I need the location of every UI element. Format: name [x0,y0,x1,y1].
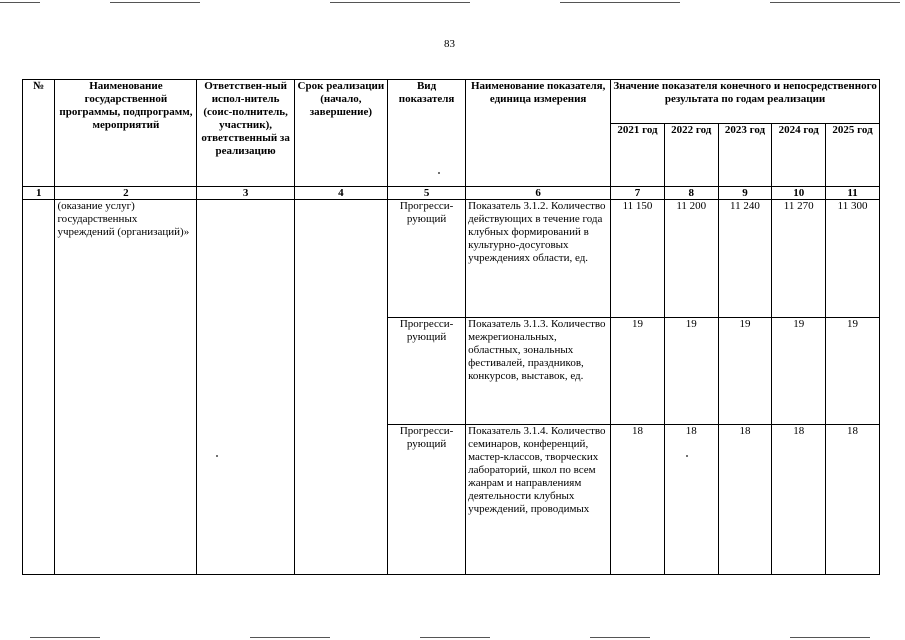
value-cell: 19 [611,318,665,425]
scan-edge-line [0,2,40,3]
header-row [23,80,880,124]
scan-edge-line [560,2,680,3]
header-year: 2024 год [772,124,826,187]
indicator-name-cell: Показатель 3.1.3. Количество межрегиональных, областных, зональных фестивалей, праздников, конкурсов, выставок, ед. [466,318,611,425]
column-number: 2 [55,187,197,200]
scan-edge-line [330,2,470,3]
header-values-group: Значение показателя конечного и непосредственного результата по годам реализации [611,80,880,124]
indicator-name-cell: Показатель 3.1.4. Количество семинаров, конференций, мастер-классов, творческих лабораторий, школ по всем жанрам и направлениям деятельности клубных учреждений, проводимых [466,425,611,575]
header-year: 2022 год [664,124,718,187]
header-program: Наименование государственной программы, подпрограмм, мероприятий [55,80,197,187]
value-cell: 18 [664,425,718,575]
scan-speck [438,172,440,174]
header-year: 2023 год [718,124,772,187]
column-number: 3 [197,187,294,200]
column-number: 6 [466,187,611,200]
scan-edge-line [30,637,100,638]
scan-edge-line [790,637,870,638]
header-number: № [23,80,55,187]
value-cell: 11 270 [772,200,826,318]
value-cell: 11 150 [611,200,665,318]
executor-cell [197,200,294,575]
scan-edge-line [420,637,490,638]
value-cell: 18 [826,425,880,575]
value-cell: 18 [772,425,826,575]
value-cell: 18 [718,425,772,575]
column-number: 9 [718,187,772,200]
value-cell: 19 [826,318,880,425]
indicator-kind-cell: Прогресси-рующий [388,200,466,318]
scan-edge-line [770,2,900,3]
column-number-row [23,187,880,200]
header-year: 2021 год [611,124,665,187]
column-number: 8 [664,187,718,200]
indicators-table [22,79,880,575]
value-cell: 19 [772,318,826,425]
value-cell: 19 [664,318,718,425]
page-number: 83 [444,38,455,50]
column-number: 4 [294,187,387,200]
term-cell [294,200,387,575]
header-term: Срок реализации (начало, завершение) [294,80,387,187]
value-cell: 11 200 [664,200,718,318]
header-indicator-name: Наименование показателя, единица измерения [466,80,611,187]
column-number: 10 [772,187,826,200]
column-number: 5 [388,187,466,200]
scan-speck [686,455,688,457]
value-cell: 18 [611,425,665,575]
indicator-kind-cell: Прогресси-рующий [388,425,466,575]
row-number-cell [23,200,55,575]
value-cell: 19 [718,318,772,425]
program-name-cell: (оказание услуг) государственных учреждений (организаций)» [55,200,197,575]
header-executor: Ответствен-ный испол-нитель (соис-полнитель, участник), ответственный за реализацию [197,80,294,187]
column-number: 11 [826,187,880,200]
header-year: 2025 год [826,124,880,187]
table-row [23,200,880,318]
column-number: 7 [611,187,665,200]
header-indicator-kind: Вид показателя [388,80,466,187]
value-cell: 11 240 [718,200,772,318]
column-number: 1 [23,187,55,200]
value-cell: 11 300 [826,200,880,318]
scan-edge-line [110,2,200,3]
scan-speck [216,455,218,457]
indicator-kind-cell: Прогресси-рующий [388,318,466,425]
scan-edge-line [250,637,330,638]
indicator-name-cell: Показатель 3.1.2. Количество действующих в течение года клубных формирований в культурно-досуговых учреждениях области, ед. [466,200,611,318]
scan-edge-line [590,637,650,638]
